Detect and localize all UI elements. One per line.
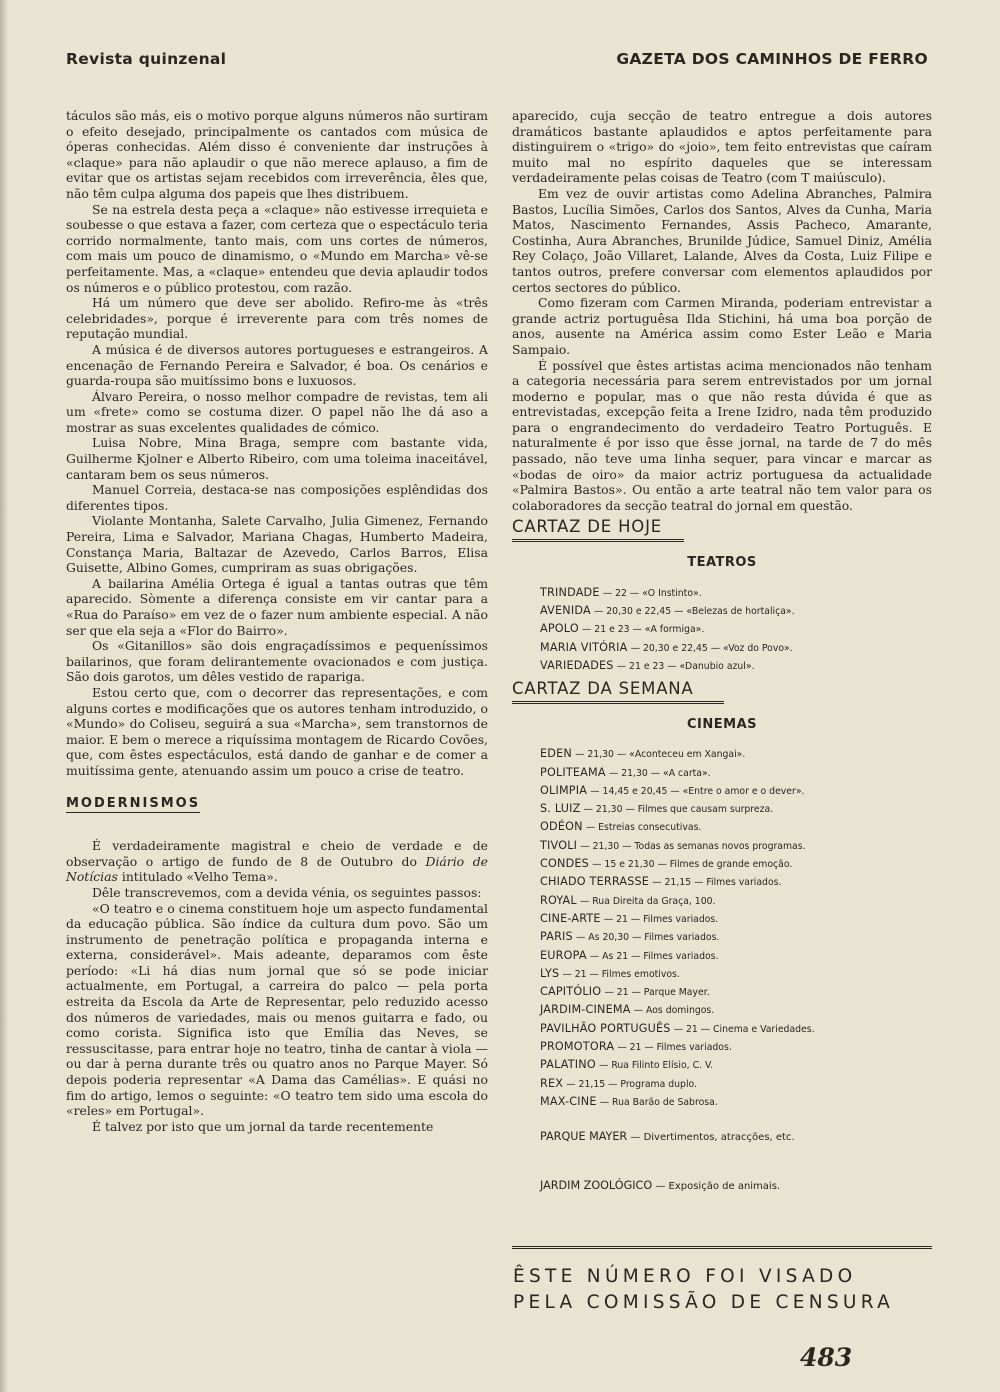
venue-details: — 21 — Parque Mayer. [604,987,710,999]
list-item [540,1001,932,1019]
paragraph: Os «Gitanillos» são dois engraçadíssimos e pequeníssimos bailarinos, que foram delirantemente ovacionados e com justiça. São dois garotos, um dêles vestido de rapariga. [66,638,488,685]
section-title-modernismos: MODERNISMOS [66,796,200,814]
paragraph: A música é de diversos autores portugueses e estrangeiros. A encenação de Fernando Pereira e Salvador, é boa. Os cenários e guarda-roupa são muitíssimo bons e luxuosos. [66,341,488,389]
venue-details: — 21 — Filmes variados. [603,913,719,925]
venue-details: — 20,30 e 22,45 — «Voz do Povo». [630,642,793,654]
list-item [540,639,932,657]
venue-details: — Rua Direita da Graça, 100. [580,895,716,907]
venue-name: MAX-CINE [540,1094,597,1108]
venue-details: — 21 e 23 — «A formiga». [582,624,705,636]
paragraph: Se na estrela desta peça a «claque» não estivesse irrequieta e soubesse o que estava a fazer, com certeza que o espectáculo teria corrido normalmente, tanto mais, com uns cortes de números, com mais um pouco de dinamismo, o «Mundo em Marcha» vê-se perfeitamente. Mas, a «claque» entendeu que devia aplaudir todos os números e o público protestou, com razão. [66,201,488,295]
venue-details: — 15 e 21,30 — Filmes de grande emoção. [592,859,793,871]
list-item [540,800,932,818]
cinemas-list [540,745,932,1111]
list-item [540,1056,932,1074]
venue-name: CAPITÓLIO [540,985,602,999]
header-right: GAZETA DOS CAMINHOS DE FERRO [616,50,928,68]
venue-details: — Divertimentos, atracções, etc. [630,1132,795,1144]
venue-name: CHIADO TERRASSE [540,875,650,889]
paragraph: Manuel Correia, destaca-se nas composições esplêndidas dos diferentes tipos. [66,482,488,513]
venue-name: CINE-ARTE [540,911,601,925]
censor-divider [512,1246,932,1249]
list-item [540,947,932,965]
paragraph: Há um número que deve ser abolido. Refiro-me às «três celebridades», porque é irreverente para com três nomes de reputação mundial. [66,295,488,342]
paragraph: «O teatro e o cinema constituem hoje um aspecto fundamental da educação pública. São índice da cultura dum povo. São um instrumento de penetração política e propaganda interna e externa, considerável». Mais adeante, deparamos com êste período: «Li há dias num jornal que só se pode iniciar actualmente, em Portugal, a carreira do palco — pela porta estreita da Escola da Arte de Representar, pelo reduzido acesso dos números de variedades, mais ou menos guitarra e fado, ou como corista. Significa isto que Emília das Neves, se ressuscitasse, para entrar hoje no teatro, tinha de cantar à viola — ou dar à perna durante três ou quatro anos no Parque Mayer. Só depois poderia representar «A Dama das Camélias». E quási no fim do artigo, lemos o seguinte: «O teatro tem sido uma escola do «reles» em Portugal». [66,900,488,1119]
venue-name: PARIS [540,930,573,944]
list-item [540,892,932,910]
paragraph-text: É verdadeiramente magistral e cheio de verdade e de observação o artigo de fundo de 8 de Outubro do [66,838,488,869]
venue-name: TIVOLI [540,838,578,852]
venue-name: ODÉON [540,820,583,834]
venue-details: — As 20,30 — Filmes variados. [576,932,720,944]
venue-details: — 21 — Filmes emotivos. [562,968,680,980]
cinemas-subheading: CINEMAS [687,716,757,732]
venue-name: APOLO [540,622,579,636]
venue-details: — Aos domingos. [633,1005,715,1017]
list-item [540,983,932,1001]
venue-details: — 21 — Cinema e Variedades. [673,1023,815,1035]
page-spine-shadow [0,0,8,1392]
venue-details: — 21,30 — «A carta». [608,767,711,779]
venue-name: CONDES [540,857,589,871]
venue-name: REX [540,1076,564,1090]
paragraph: A bailarina Amélia Ortega é igual a tantas outras que têm aparecido. Sòmente a diferença consiste em vir cantar para a «Rua do Paraíso» em vez de o fazer num ambiente especial. A não ser que ela seja a «Flor do Bairro». [66,575,488,638]
venue-details: — 21,30 — Filmes que causam surpreza. [583,804,774,816]
list-item [540,1093,932,1111]
cartaz-hoje-title: CARTAZ DE HOJE [512,519,684,542]
venue-details: — 21 e 23 — «Danubio azul». [616,660,755,672]
list-item [540,818,932,836]
paragraph: Dêle transcrevemos, com a devida vénia, os seguintes passos: [92,884,482,900]
venue-name: PROMOTORA [540,1040,615,1054]
venue-name: VARIEDADES [540,658,614,672]
list-item [540,657,932,675]
cartaz-semana-title: CARTAZ DA SEMANA [512,681,724,704]
venue-name: PALATINO [540,1058,596,1072]
paragraph: aparecido, cuja secção de teatro entregue a dois autores dramáticos bastante aplaudidos e aptos perfeitamente para distinguirem o «trigo» do «joio», tem feito entrevistas que caíram muito mal no espírito daqueles que se interessam verdadeiramente pelas coisas de Teatro (com T maiúsculo). [512,108,932,186]
venue-details: — 20,30 e 22,45 — «Belezas de hortaliça». [594,605,795,617]
venue-details: — 21,30 — «Aconteceu em Xangai». [575,749,746,761]
venue-name: POLITEAMA [540,765,606,779]
paragraph: Luisa Nobre, Mina Braga, sempre com bastante vida, Guilherme Kjolner e Alberto Ribeiro, com uma toleima inaceitável, cantaram bem os seus números. [66,435,488,482]
venue-details: — 21,15 — Programa duplo. [566,1078,698,1090]
venue-details: — 14,45 e 20,45 — «Entre o amor e o dever». [590,785,805,797]
paragraph: Álvaro Pereira, o nosso melhor compadre de revistas, tem ali um «frete» como se costuma dizer. O papel não lhe dá aso a mostrar as suas excelentes qualidades de cómico. [66,388,488,435]
venue-details: — 21 — Filmes variados. [617,1042,732,1054]
censorship-notice [513,1264,933,1316]
list-item [540,745,932,763]
list-item [540,928,932,946]
page-number: 483 [800,1343,853,1372]
newspaper-title: Diário de Notícias [66,853,488,885]
venue-name: LYS [540,966,560,980]
list-item [540,782,932,800]
paragraph: táculos são más, eis o motivo porque alguns números não surtiram o efeito desejado, principalmente os cantados com música de óperas conhecidas. Além disso é conveniente dar instruções à «claque» para não aplaudir o que não merece aplauso, a fim de evitar que os artistas sejam recebidos com irreverência, êles que, não têm culpa alguma dos papeis que lhes distribuem. [66,108,488,201]
parque-mayer-entry [540,1129,932,1146]
venue-name: PARQUE MAYER [540,1130,628,1144]
venue-name: PAVILHÃO PORTUGUÊS [540,1021,671,1035]
venue-name: AVENIDA [540,603,591,617]
paragraph [66,838,488,885]
left-column [66,108,488,1134]
paragraph: É possível que êstes artistas acima mencionados não tenham a categoria necessária para serem entrevistados por um jornal moderno e popular, mas o que não resta dúvida é que as entrevistadas, excepção feita a Irene Izidro, nada têm produzido para o engrandecimento do verdadeiro Teatro Português. E naturalmente é por isso que êsse jornal, na tarde de 7 do mês passado, não teve uma linha sequer, para vincar e marcar as «bodas de oiro» da maior actriz portuguesa da actualidade «Palmira Bastos». Ou então a arte teatral não tem valor para os colaboradores da secção teatral do jornal em questão. [512,357,932,513]
venue-name: MARIA VITÓRIA [540,640,628,654]
list-item [540,1020,932,1038]
venue-details: — As 21 — Filmes variados. [589,950,719,962]
list-item [540,584,932,602]
list-item [540,837,932,855]
venue-details: — Rua Barão de Sabrosa. [599,1096,718,1108]
censor-line: ÊSTE NÚMERO FOI VISADO [513,1266,857,1287]
venue-name: EDEN [540,747,572,761]
list-item [540,965,932,983]
list-item [540,855,932,873]
venue-details: — Estreias consecutivas. [585,822,702,834]
venue-name: OLIMPIA [540,783,588,797]
right-column [512,108,932,1194]
teatros-list [540,584,932,675]
venue-name: S. LUIZ [540,802,581,816]
paragraph: Como fizeram com Carmen Miranda, poderiam entrevistar a grande actriz portuguêsa Ilda Stichini, há uma boa porção de anos, ausente na América assim como Ester Leão e Maria Sampaio. [512,295,932,357]
list-item [540,620,932,638]
paragraph-text: intitulado «Velho Tema». [121,869,278,885]
venue-details: — 22 — «O Instinto». [602,587,702,599]
venue-name: TRINDADE [540,585,600,599]
header-left: Revista quinzenal [66,50,227,68]
venue-name: EUROPA [540,948,587,962]
list-item [540,1075,932,1093]
paragraph: Em vez de ouvir artistas como Adelina Abranches, Palmira Bastos, Lucília Simões, Carlos dos Santos, Alves da Cunha, Maria Matos, Nascimento Fernandes, Assis Pacheco, Amarante, Costinha, Aura Abranches, Brunilde Júdice, Samuel Diniz, Amélia Rey Colaço, João Villaret, Lalande, Alves da Costa, Luiz Filipe e tantos outros, prefere conversar com elementos aplaudidos por certos sectores do público. [512,185,932,295]
paragraph: É talvez por isto que um jornal da tarde recentemente [92,1118,434,1134]
jardim-zoologico-entry [540,1178,932,1195]
venue-details: — Rua Filinto Elísio, C. V. [599,1060,714,1072]
list-item [540,1038,932,1056]
paragraph: Estou certo que, com o decorrer das representações, e com alguns cortes e modificações que os autores tenham introduzido, o «Mundo» do Coliseu, seguirá a sua «Marcha», sem transtornos de maior. E bem o merece a riquíssima montagem de Ricardo Covões, que, com êstes espectáculos, está dando de ganhar e de comer a muitíssima gente, atenuando assim um pouco a crise de teatro. [66,684,488,778]
venue-name: ROYAL [540,893,577,907]
venue-details: — 21,15 — Filmes variados. [652,877,782,889]
teatros-subheading: TEATROS [687,555,757,571]
list-item [540,873,932,891]
list-item [540,602,932,620]
venue-details: — Exposição de animais. [655,1180,781,1192]
venue-name: JARDIM-CINEMA [540,1003,631,1017]
venue-details: — 21,30 — Todas as semanas novos programas. [580,840,806,852]
list-item [540,910,932,928]
censor-line: PELA COMISSÃO DE CENSURA [513,1292,895,1313]
list-item [540,764,932,782]
paragraph: Violante Montanha, Salete Carvalho, Julia Gimenez, Fernando Pereira, Lima e Salvador, Mariana Chagas, Humberto Madeira, Constança Maria, Baltazar de Azevedo, Carlos Barros, Elisa Guisette, Albino Gomes, cumpriram as suas obrigações. [66,513,488,576]
venue-name: JARDIM ZOOLÓGICO [540,1178,653,1192]
